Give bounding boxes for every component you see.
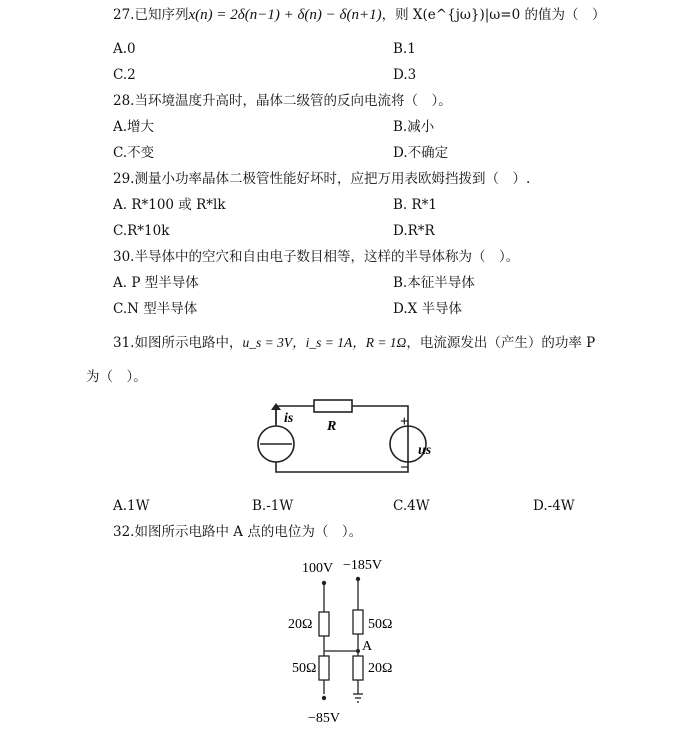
q29-option-d: D.R*R <box>393 223 435 239</box>
label-r1: 20Ω <box>288 617 313 632</box>
question-32-stem: 32.如图所示电路中 A 点的电位为（ ）。 <box>113 524 363 540</box>
q30-option-d: D.X 半导体 <box>393 301 463 317</box>
top-left-voltage: 100V <box>302 561 334 576</box>
resistor-20-left <box>319 612 329 636</box>
q27-option-b: B.1 <box>393 41 416 57</box>
q30-option-a: A. P 型半导体 <box>113 275 199 291</box>
q31-option-c: C.4W <box>393 498 430 514</box>
q28-option-c: C.不变 <box>113 145 155 161</box>
q29-option-a: A. R*100 或 R*lk <box>113 197 226 213</box>
us-label: us <box>418 443 432 458</box>
resistor-50-right <box>353 610 363 634</box>
q29-option-c: C.R*10k <box>113 223 170 239</box>
question-28-stem: 28.当环境温度升高时，晶体二级管的反向电流将（ ）。 <box>113 93 452 109</box>
q28-option-d: D.不确定 <box>393 145 449 161</box>
question-30-stem: 30.半导体中的空穴和自由电子数目相等，这样的半导体称为（ ）。 <box>113 249 520 265</box>
question-29-stem: 29.测量小功率晶体二极管性能好坏时，应把万用表欧姆挡拨到（ ）. <box>113 171 531 187</box>
resistor-20-right <box>353 656 363 680</box>
q30-option-c: C.N 型半导体 <box>113 301 198 317</box>
top-right-voltage: −185V <box>343 558 383 573</box>
q31-option-a: A.1W <box>113 498 150 514</box>
bottom-voltage: −85V <box>308 711 341 726</box>
question-31-stem-line2: 为（ ）。 <box>86 369 147 385</box>
circuit-31-wires <box>276 406 408 472</box>
label-r2: 50Ω <box>368 617 393 632</box>
circuit-figure-32 <box>280 552 420 727</box>
q30-option-b: B.本征半导体 <box>393 275 475 291</box>
q28-option-a: A.增大 <box>113 119 155 135</box>
terminal-bottom <box>322 696 326 700</box>
circuit-figure-31 <box>250 396 440 484</box>
question-31-stem: 31.如图所示电路中，u_s = 3V，i_s = 1A，R = 1Ω，电流源发出（产生）的功率 P <box>113 335 596 351</box>
q27-option-d: D.3 <box>393 67 417 83</box>
label-r4: 20Ω <box>368 661 393 676</box>
q27-option-c: C.2 <box>113 67 136 83</box>
is-label: is <box>284 411 294 426</box>
q27-option-a: A.0 <box>113 41 136 57</box>
node-a-dot <box>356 649 360 653</box>
question-27-stem: 27.已知序列x(n) = 2δ(n−1) + δ(n) − δ(n+1)，则 X(e^{jω})|ω=0 的值为（ ） <box>113 7 606 23</box>
plus-label: + <box>400 414 409 430</box>
q29-option-b: B. R*1 <box>393 197 438 213</box>
resistor-r <box>314 400 352 412</box>
label-node-a: A <box>362 639 373 654</box>
label-r3: 50Ω <box>292 661 317 676</box>
resistor-50-left <box>319 656 329 680</box>
q31-option-b: B.-1W <box>252 498 294 514</box>
q28-option-b: B.减小 <box>393 119 435 135</box>
q31-option-d: D.-4W <box>533 498 575 514</box>
minus-label: − <box>400 460 409 476</box>
r-label: R <box>327 419 337 434</box>
